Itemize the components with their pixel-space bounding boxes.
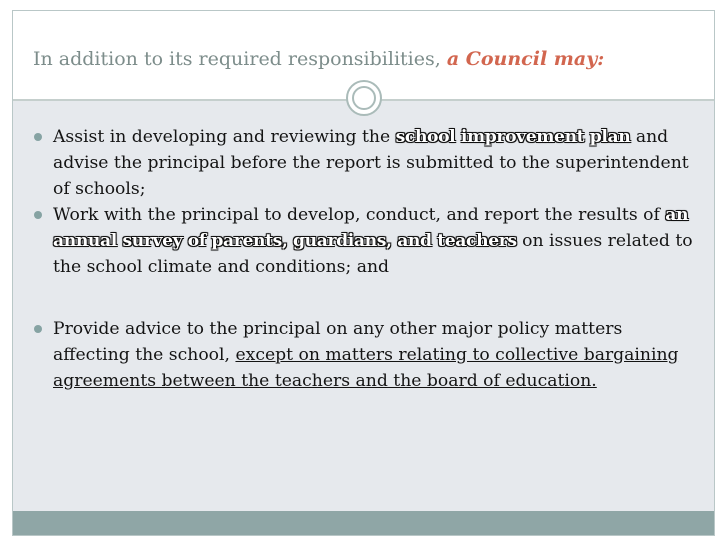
footer-bar	[13, 511, 714, 535]
slide-title	[33, 48, 604, 70]
bullet-text: and advise the principal before the report is submitted to the superintendent of schools;	[53, 127, 689, 199]
title-emphasis: a Council may:	[446, 48, 605, 70]
ring-inner	[352, 86, 376, 110]
underlined-text: except on matters relating to collective bargaining agreements between the teachers and the board of education.	[53, 345, 679, 391]
highlight-text: an annual survey of parents, guardians, and teachers	[53, 205, 689, 251]
bullet-dot-icon	[34, 133, 42, 141]
bullet-dot-icon	[34, 325, 42, 333]
bullet-item	[34, 202, 694, 280]
bullet-text: Assist in developing and reviewing the	[53, 127, 396, 147]
bullet-text: Work with the principal to develop, conduct, and report the results of	[53, 205, 666, 225]
bullet-item	[34, 124, 694, 202]
bullet-dot-icon	[34, 211, 42, 219]
highlight-text: school improvement plan	[395, 127, 631, 147]
title-plain: In addition to its required responsibilities,	[33, 48, 447, 70]
bullet-item	[34, 316, 694, 394]
bullet-text: Provide advice to the principal on any other major policy matters affecting the school,	[53, 319, 623, 365]
bullet-text: on issues related to the school climate and conditions; and	[53, 231, 693, 277]
bullet-list	[34, 124, 694, 394]
ring-ornament-icon	[346, 80, 382, 116]
